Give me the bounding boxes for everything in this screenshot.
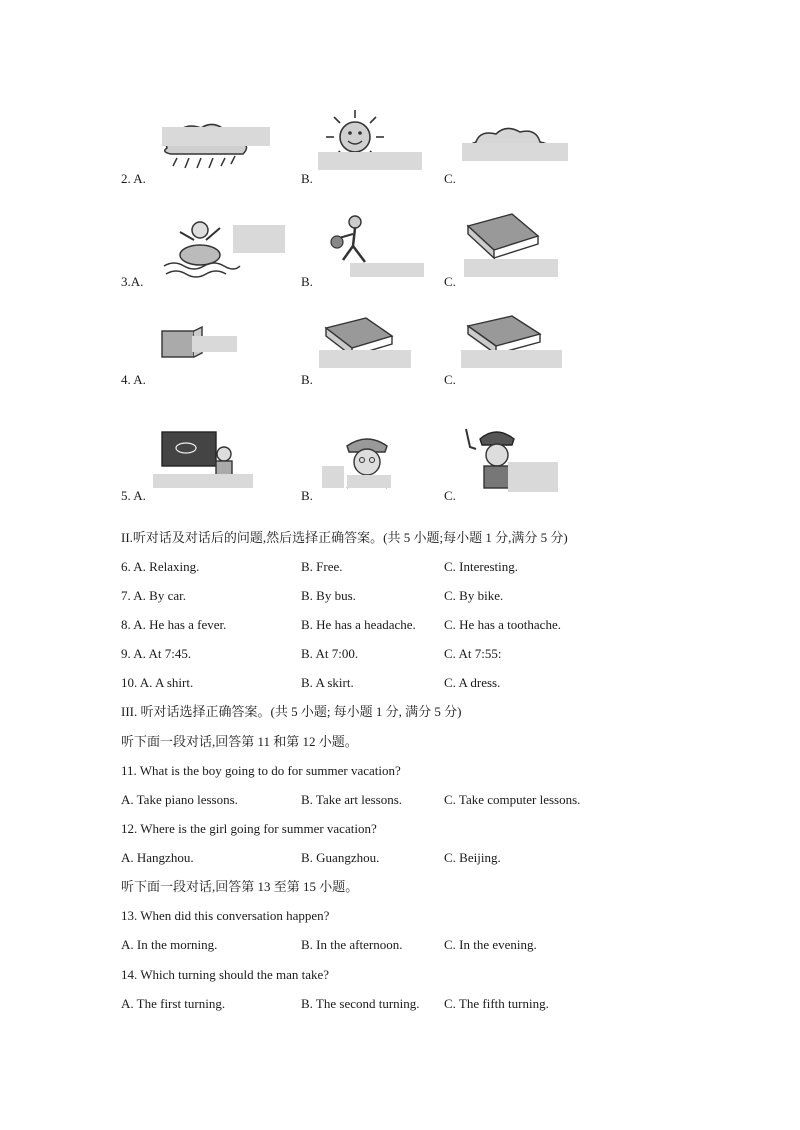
question-2-option-b: B. [301, 171, 313, 186]
image-mask [162, 127, 270, 146]
question-3-option-c: C. [444, 274, 456, 289]
option-b: B. Take art lessons. [301, 792, 403, 807]
image-mask [233, 225, 285, 253]
image-mask [508, 462, 558, 492]
option-b: B. In the afternoon. [301, 937, 403, 952]
option-c: C. Interesting. [444, 559, 519, 574]
option-b: B. The second turning. [301, 996, 420, 1011]
book-icon [462, 210, 542, 260]
image-mask [153, 474, 253, 488]
question-4-option-b: B. [301, 372, 313, 387]
option-c: C. In the evening. [444, 937, 537, 952]
option-b: B. Free. [301, 559, 343, 574]
option-a: 9. A. At 7:45. [121, 646, 192, 661]
section-3-heading: III. 听对话选择正确答案。(共 5 小题; 每小题 1 分, 满分 5 分) [121, 704, 462, 719]
image-mask [347, 475, 391, 488]
option-c: C. He has a toothache. [444, 617, 561, 632]
question-3-option-b: B. [301, 274, 313, 289]
question-2-option-a: 2. A. [121, 171, 146, 186]
section-3-intro-1: 听下面一段对话,回答第 11 和第 12 小题。 [121, 734, 358, 749]
question-5-option-c: C. [444, 488, 456, 503]
question-4-option-c: C. [444, 372, 456, 387]
question-5-option-a: 5. A. [121, 488, 146, 503]
option-c: C. A dress. [444, 675, 501, 690]
option-b: B. A skirt. [301, 675, 354, 690]
option-a: 8. A. He has a fever. [121, 617, 227, 632]
image-mask [319, 350, 411, 368]
image-mask [464, 259, 558, 277]
option-a: A. Take piano lessons. [121, 792, 238, 807]
option-b: B. By bus. [301, 588, 356, 603]
image-mask [318, 152, 422, 170]
question-3-option-a: 3.A. [121, 274, 144, 289]
image-mask [192, 336, 237, 352]
question-12-stem: 12. Where is the girl going for summer vacation? [121, 821, 377, 836]
option-b: B. At 7:00. [301, 646, 359, 661]
question-14-stem: 14. Which turning should the man take? [121, 967, 330, 982]
option-c: C. The fifth turning. [444, 996, 549, 1011]
question-13-stem: 13. When did this conversation happen? [121, 908, 330, 923]
option-c: C. By bike. [444, 588, 504, 603]
question-4-option-a: 4. A. [121, 372, 146, 387]
option-a: 7. A. By car. [121, 588, 186, 603]
section-2-heading: II.听对话及对话后的问题,然后选择正确答案。(共 5 小题;每小题 1 分,满分 5 分) [121, 530, 568, 545]
section-3-intro-2: 听下面一段对话,回答第 13 至第 15 小题。 [121, 879, 359, 894]
image-mask [350, 263, 424, 277]
question-5-option-b: B. [301, 488, 313, 503]
option-a: A. In the morning. [121, 937, 218, 952]
question-2-option-c: C. [444, 171, 456, 186]
image-mask [461, 350, 562, 368]
option-a: 6. A. Relaxing. [121, 559, 200, 574]
swimming-icon [160, 210, 240, 280]
option-a: A. The first turning. [121, 996, 226, 1011]
image-mask [462, 143, 568, 161]
option-c: C. Beijing. [444, 850, 501, 865]
image-mask [322, 466, 344, 488]
option-b: B. He has a headache. [301, 617, 416, 632]
option-b: B. Guangzhou. [301, 850, 380, 865]
option-c: C. Take computer lessons. [444, 792, 581, 807]
option-c: C. At 7:55: [444, 646, 502, 661]
option-a: A. Hangzhou. [121, 850, 194, 865]
question-11-stem: 11. What is the boy going to do for summer vacation? [121, 763, 401, 778]
option-a: 10. A. A shirt. [121, 675, 194, 690]
